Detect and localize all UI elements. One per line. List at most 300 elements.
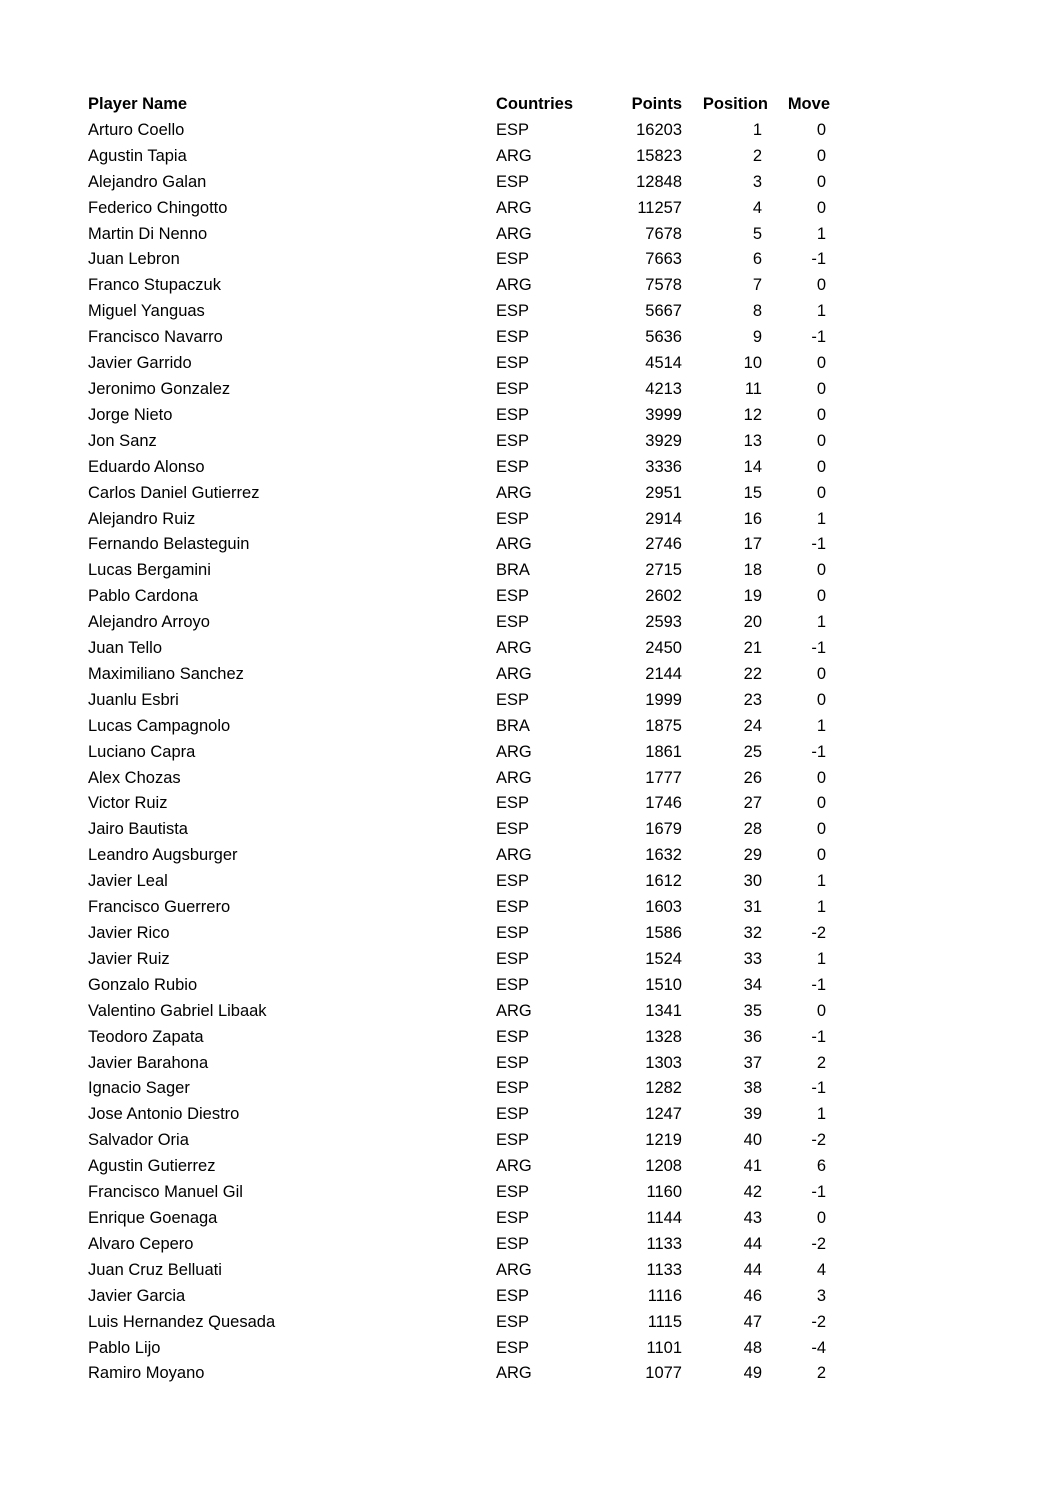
table-row	[88, 1232, 832, 1258]
cell-position: 49	[743, 1364, 762, 1383]
table-row	[88, 662, 832, 688]
cell-player-name: Francisco Manuel Gil	[88, 1183, 243, 1202]
column-header-position: Position	[702, 95, 768, 113]
cell-points: 3999	[645, 405, 682, 424]
cell-points: 3336	[645, 457, 682, 476]
cell-country: ARG	[496, 276, 532, 295]
cell-move: 0	[816, 587, 826, 606]
cell-points: 2602	[645, 587, 682, 606]
cell-player-name: Lucas Campagnolo	[88, 716, 231, 735]
cell-country: ESP	[496, 509, 530, 528]
cell-move: 0	[816, 120, 826, 139]
cell-move: 0	[816, 483, 826, 502]
cell-points: 1999	[645, 690, 682, 709]
table-row	[88, 377, 832, 403]
cell-country: ARG	[496, 224, 532, 243]
table-row	[88, 170, 832, 196]
table-row	[88, 1051, 832, 1077]
cell-player-name: Francisco Guerrero	[88, 898, 231, 917]
cell-position: 29	[743, 846, 762, 865]
cell-player-name: Lucas Bergamini	[88, 561, 211, 580]
table-row	[88, 351, 832, 377]
cell-country: ESP	[496, 613, 530, 632]
cell-position: 42	[743, 1183, 762, 1202]
cell-player-name: Salvador Oria	[88, 1131, 189, 1150]
cell-move: 0	[816, 146, 826, 165]
cell-position: 40	[743, 1131, 762, 1150]
table-row	[88, 766, 832, 792]
cell-move: -2	[811, 1234, 826, 1253]
cell-points: 1861	[645, 742, 682, 761]
table-body	[88, 118, 832, 1387]
cell-player-name: Javier Leal	[88, 872, 168, 891]
table-row	[88, 895, 832, 921]
column-header-move: Move	[787, 95, 830, 113]
table-row	[88, 1361, 832, 1387]
cell-position: 1	[752, 120, 762, 139]
table-row	[88, 1284, 832, 1310]
cell-player-name: Jeronimo Gonzalez	[88, 379, 231, 398]
cell-move: -1	[811, 975, 826, 994]
cell-move: 1	[816, 509, 826, 528]
cell-position: 20	[743, 613, 762, 632]
cell-position: 22	[743, 664, 762, 683]
cell-move: 0	[816, 690, 826, 709]
cell-country: ESP	[496, 1338, 530, 1357]
cell-move: 0	[816, 561, 826, 580]
cell-points: 2746	[645, 535, 682, 554]
cell-position: 39	[743, 1105, 762, 1124]
cell-points: 1115	[647, 1312, 682, 1331]
cell-points: 1632	[645, 846, 682, 865]
cell-move: 0	[816, 1001, 826, 1020]
cell-position: 28	[743, 820, 762, 839]
cell-country: ESP	[496, 1183, 530, 1202]
cell-country: ARG	[496, 198, 532, 217]
cell-country: ESP	[496, 690, 530, 709]
table-row	[88, 299, 832, 325]
cell-player-name: Enrique Goenaga	[88, 1208, 218, 1227]
cell-country: ESP	[496, 120, 530, 139]
cell-position: 2	[752, 146, 762, 165]
table-row	[88, 247, 832, 273]
cell-position: 9	[752, 328, 762, 347]
cell-points: 1875	[645, 716, 682, 735]
cell-country: ESP	[496, 820, 530, 839]
cell-move: -2	[811, 1131, 826, 1150]
cell-position: 4	[752, 198, 762, 217]
cell-position: 13	[743, 431, 762, 450]
cell-position: 7	[752, 276, 762, 295]
cell-player-name: Arturo Coello	[88, 120, 185, 139]
cell-points: 2450	[645, 639, 682, 658]
cell-points: 2144	[645, 664, 682, 683]
table-row	[88, 947, 832, 973]
cell-position: 26	[743, 768, 762, 787]
cell-move: 0	[816, 846, 826, 865]
cell-move: 0	[816, 820, 826, 839]
cell-position: 34	[743, 975, 762, 994]
cell-points: 7578	[645, 276, 682, 295]
cell-country: ESP	[496, 302, 530, 321]
player-ranking-table	[88, 92, 832, 1387]
cell-player-name: Javier Ruiz	[88, 949, 170, 968]
cell-position: 25	[743, 742, 762, 761]
table-row	[88, 1180, 832, 1206]
cell-player-name: Teodoro Zapata	[88, 1027, 204, 1046]
table-row	[88, 532, 832, 558]
table-header	[88, 92, 832, 118]
column-header-points: Points	[631, 95, 682, 113]
cell-country: ESP	[496, 872, 530, 891]
cell-move: -2	[811, 1312, 826, 1331]
cell-move: 0	[816, 794, 826, 813]
cell-move: -1	[811, 535, 826, 554]
cell-country: ARG	[496, 483, 532, 502]
cell-player-name: Francisco Navarro	[88, 328, 223, 347]
table-row	[88, 636, 832, 662]
cell-points: 1133	[646, 1260, 682, 1279]
table-row	[88, 196, 832, 222]
cell-country: ESP	[496, 1131, 530, 1150]
cell-player-name: Luis Hernandez Quesada	[88, 1312, 276, 1331]
cell-move: 2	[816, 1053, 826, 1072]
cell-move: -2	[811, 924, 826, 942]
cell-move: 1	[816, 302, 826, 321]
cell-move: 1	[816, 1105, 826, 1124]
cell-move: -1	[811, 1027, 826, 1046]
cell-move: 1	[816, 224, 826, 243]
cell-player-name: Alejandro Arroyo	[88, 613, 210, 632]
cell-country: ESP	[496, 1079, 530, 1098]
cell-country: ARG	[496, 1001, 532, 1020]
table-row	[88, 1336, 832, 1362]
cell-position: 21	[743, 639, 762, 658]
cell-country: ESP	[496, 379, 530, 398]
table-row	[88, 1102, 832, 1128]
cell-position: 44	[743, 1260, 762, 1279]
cell-points: 1341	[645, 1001, 682, 1020]
cell-position: 31	[743, 898, 762, 917]
cell-position: 23	[743, 690, 762, 709]
cell-player-name: Victor Ruiz	[88, 794, 168, 813]
cell-move: 0	[816, 198, 826, 217]
cell-player-name: Alejandro Ruiz	[88, 509, 196, 528]
cell-player-name: Alejandro Galan	[88, 172, 207, 191]
cell-points: 1144	[646, 1208, 682, 1227]
table-row	[88, 1128, 832, 1154]
cell-points: 2593	[645, 613, 682, 632]
cell-country: ESP	[496, 250, 530, 269]
table-row	[88, 791, 832, 817]
cell-position: 5	[752, 224, 762, 243]
cell-move: 0	[816, 664, 826, 683]
cell-points: 1160	[646, 1183, 682, 1202]
cell-move: 2	[816, 1364, 826, 1383]
table-row	[88, 118, 832, 144]
cell-country: ESP	[496, 1105, 530, 1124]
cell-points: 1777	[645, 768, 682, 787]
table-row	[88, 507, 832, 533]
table-row	[88, 610, 832, 636]
cell-player-name: Agustin Tapia	[88, 146, 187, 165]
cell-player-name: Ignacio Sager	[88, 1079, 190, 1098]
cell-points: 12848	[636, 172, 682, 191]
cell-player-name: Javier Barahona	[88, 1053, 209, 1072]
table-row	[88, 429, 832, 455]
cell-player-name: Juan Lebron	[88, 250, 180, 269]
cell-player-name: Luciano Capra	[88, 742, 196, 761]
cell-player-name: Agustin Gutierrez	[88, 1157, 216, 1176]
cell-country: ARG	[496, 768, 532, 787]
cell-points: 5636	[645, 328, 682, 347]
cell-points: 7678	[645, 224, 682, 243]
cell-country: BRA	[496, 716, 530, 735]
cell-position: 37	[743, 1053, 762, 1072]
cell-position: 3	[752, 172, 762, 191]
cell-country: ESP	[496, 898, 530, 917]
cell-move: 0	[816, 1208, 826, 1227]
cell-move: 1	[816, 949, 826, 968]
cell-move: 1	[816, 613, 826, 632]
cell-country: ESP	[496, 949, 530, 968]
cell-player-name: Pablo Lijo	[88, 1338, 161, 1357]
cell-player-name: Jairo Bautista	[88, 820, 188, 839]
cell-move: -1	[811, 250, 826, 269]
cell-move: 0	[816, 172, 826, 191]
cell-player-name: Juan Cruz Belluati	[88, 1260, 222, 1279]
cell-points: 1603	[645, 898, 682, 917]
cell-country: ARG	[496, 664, 532, 683]
cell-points: 15823	[636, 146, 682, 165]
cell-country: ESP	[496, 1286, 530, 1305]
cell-points: 7663	[645, 250, 682, 269]
cell-player-name: Jose Antonio Diestro	[88, 1105, 240, 1124]
cell-move: -1	[811, 742, 826, 761]
cell-move: 0	[816, 768, 826, 787]
cell-position: 16	[743, 509, 762, 528]
cell-country: ARG	[496, 1364, 532, 1383]
cell-player-name: Maximiliano Sanchez	[88, 664, 244, 683]
cell-points: 1746	[645, 794, 682, 813]
cell-position: 15	[743, 483, 762, 502]
cell-move: 0	[816, 354, 826, 373]
cell-player-name: Alvaro Cepero	[88, 1234, 194, 1253]
cell-player-name: Ramiro Moyano	[88, 1364, 205, 1383]
cell-country: BRA	[496, 561, 530, 580]
table-row	[88, 481, 832, 507]
cell-country: ESP	[496, 1234, 530, 1253]
table-row	[88, 1076, 832, 1102]
cell-move: -1	[811, 328, 826, 347]
cell-player-name: Jon Sanz	[88, 431, 157, 450]
cell-position: 24	[743, 716, 762, 735]
cell-player-name: Fernando Belasteguin	[88, 535, 250, 554]
cell-points: 1524	[645, 949, 682, 968]
cell-country: ESP	[496, 1208, 530, 1227]
cell-player-name: Federico Chingotto	[88, 198, 228, 217]
cell-points: 1586	[645, 924, 682, 942]
table-row	[88, 455, 832, 481]
table-row	[88, 869, 832, 895]
cell-position: 14	[743, 457, 762, 476]
cell-points: 1133	[646, 1234, 682, 1253]
table-row	[88, 584, 832, 610]
cell-position: 6	[752, 250, 762, 269]
cell-country: ESP	[496, 431, 530, 450]
cell-player-name: Leandro Augsburger	[88, 846, 238, 865]
cell-country: ARG	[496, 146, 532, 165]
cell-move: 3	[816, 1286, 826, 1305]
cell-position: 32	[743, 924, 762, 942]
cell-move: -4	[811, 1338, 826, 1357]
cell-country: ARG	[496, 535, 532, 554]
cell-position: 33	[743, 949, 762, 968]
cell-move: -1	[811, 1183, 826, 1202]
cell-position: 8	[752, 302, 762, 321]
cell-points: 1612	[645, 872, 682, 891]
cell-country: ESP	[496, 172, 530, 191]
cell-points: 2951	[645, 483, 682, 502]
column-header-player-name: Player Name	[88, 95, 188, 113]
cell-player-name: Franco Stupaczuk	[88, 276, 221, 295]
cell-country: ESP	[496, 975, 530, 994]
cell-points: 4213	[645, 379, 682, 398]
cell-points: 1208	[645, 1157, 682, 1176]
cell-points: 11257	[637, 198, 682, 217]
cell-points: 1303	[645, 1053, 682, 1072]
cell-position: 48	[743, 1338, 762, 1357]
cell-position: 11	[744, 379, 762, 398]
cell-points: 1247	[645, 1105, 682, 1124]
table-row	[88, 144, 832, 170]
cell-player-name: Martin Di Nenno	[88, 224, 208, 243]
cell-player-name: Gonzalo Rubio	[88, 975, 198, 994]
cell-move: 1	[816, 898, 826, 917]
cell-player-name: Pablo Cardona	[88, 587, 199, 606]
cell-position: 38	[743, 1079, 762, 1098]
table-row	[88, 817, 832, 843]
cell-player-name: Javier Garrido	[88, 354, 192, 373]
table-row	[88, 1206, 832, 1232]
column-header-countries: Countries	[496, 95, 574, 113]
table-row	[88, 740, 832, 766]
cell-position: 17	[743, 535, 762, 554]
table-row	[88, 273, 832, 299]
table-row	[88, 1154, 832, 1180]
table-row	[88, 1258, 832, 1284]
cell-player-name: Javier Garcia	[88, 1286, 186, 1305]
cell-points: 16203	[636, 120, 682, 139]
cell-points: 1219	[645, 1131, 682, 1150]
cell-player-name: Carlos Daniel Gutierrez	[88, 483, 260, 502]
cell-points: 1510	[645, 975, 682, 994]
table-row	[88, 403, 832, 429]
cell-player-name: Eduardo Alonso	[88, 457, 205, 476]
cell-position: 10	[743, 354, 762, 373]
cell-country: ESP	[496, 924, 530, 942]
cell-country: ESP	[496, 354, 530, 373]
cell-country: ESP	[496, 457, 530, 476]
cell-points: 1077	[645, 1364, 682, 1383]
table-row	[88, 325, 832, 351]
cell-country: ARG	[496, 1157, 532, 1176]
cell-country: ARG	[496, 742, 532, 761]
cell-player-name: Juan Tello	[88, 639, 163, 658]
cell-position: 43	[743, 1208, 762, 1227]
table-row	[88, 921, 832, 947]
cell-position: 18	[743, 561, 762, 580]
cell-position: 44	[743, 1234, 762, 1253]
cell-country: ARG	[496, 1260, 532, 1279]
table-row	[88, 843, 832, 869]
cell-points: 2715	[645, 561, 682, 580]
cell-points: 2914	[645, 509, 682, 528]
cell-country: ESP	[496, 1312, 530, 1331]
cell-country: ESP	[496, 328, 530, 347]
cell-points: 1116	[647, 1286, 682, 1305]
cell-country: ARG	[496, 846, 532, 865]
cell-move: 0	[816, 457, 826, 476]
cell-player-name: Juanlu Esbri	[88, 690, 179, 709]
cell-position: 19	[743, 587, 762, 606]
cell-position: 35	[743, 1001, 762, 1020]
cell-move: 4	[816, 1260, 826, 1279]
cell-player-name: Valentino Gabriel Libaak	[88, 1001, 267, 1020]
table-row	[88, 1310, 832, 1336]
cell-player-name: Miguel Yanguas	[88, 302, 205, 321]
table-row	[88, 973, 832, 999]
cell-move: 0	[816, 276, 826, 295]
cell-position: 12	[743, 405, 762, 424]
cell-player-name: Javier Rico	[88, 924, 170, 942]
cell-position: 46	[743, 1286, 762, 1305]
cell-country: ARG	[496, 639, 532, 658]
cell-points: 1328	[645, 1027, 682, 1046]
cell-move: 1	[816, 716, 826, 735]
cell-move: 0	[816, 405, 826, 424]
cell-points: 5667	[645, 302, 682, 321]
cell-player-name: Jorge Nieto	[88, 405, 173, 424]
cell-move: 0	[816, 431, 826, 450]
table-row	[88, 222, 832, 248]
cell-position: 30	[743, 872, 762, 891]
cell-country: ESP	[496, 587, 530, 606]
cell-points: 1282	[645, 1079, 682, 1098]
table-row	[88, 1025, 832, 1051]
cell-points: 3929	[645, 431, 682, 450]
cell-points: 4514	[645, 354, 682, 373]
cell-country: ESP	[496, 794, 530, 813]
cell-position: 27	[743, 794, 762, 813]
cell-points: 1101	[646, 1338, 682, 1357]
cell-position: 41	[743, 1157, 762, 1176]
cell-country: ESP	[496, 1027, 530, 1046]
table-row	[88, 558, 832, 584]
cell-country: ESP	[496, 1053, 530, 1072]
table-row	[88, 714, 832, 740]
cell-points: 1679	[645, 820, 682, 839]
cell-position: 36	[743, 1027, 762, 1046]
cell-player-name: Alex Chozas	[88, 768, 181, 787]
table-row	[88, 688, 832, 714]
cell-position: 47	[743, 1312, 762, 1331]
cell-move: 6	[816, 1157, 826, 1176]
cell-move: -1	[811, 1079, 826, 1098]
cell-move: 0	[816, 379, 826, 398]
table-row	[88, 999, 832, 1025]
cell-move: 1	[816, 872, 826, 891]
